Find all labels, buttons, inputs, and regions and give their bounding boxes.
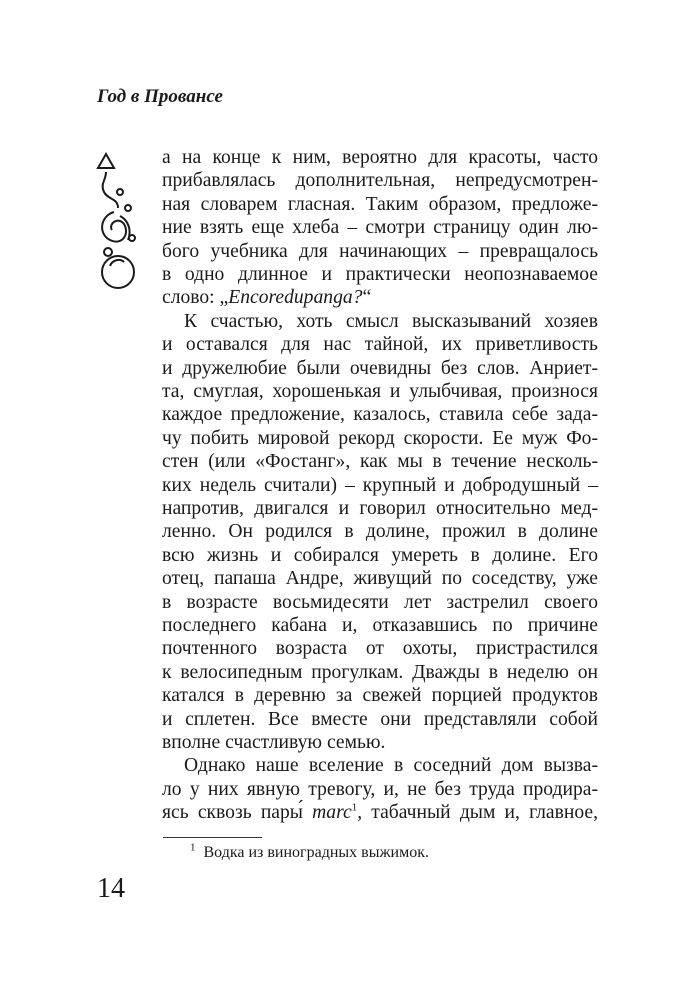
paragraph-line: катался в деревню за свежей порцией продуктов [162,685,598,707]
paragraph-line: каждое предложение, казалось, ставила себе зада- [162,404,598,426]
footnote-ref[interactable]: 1 [351,801,358,814]
paragraph-line: напротив, двигался и говорил относительно мед- [162,498,598,519]
paragraph-line: чу побить мировой рекорд скорости. Ее муж Фо- [162,427,598,449]
paragraph-line: ло у них явную тревогу, и, не без труда продира- [162,778,598,800]
paragraph-line: и сплетен. Все вместе они представляли собой [162,708,598,730]
text-span: , табачный дым и, главное, [357,802,598,824]
text-line-last [162,286,371,309]
floral-swirl-ornament-icon [94,150,144,295]
text-line: в одно длинное и практически неопознаваемое [162,264,598,285]
paragraph-line: ленно. Он родился в долине, прожил в долине [162,521,598,543]
text-span: ясь сквозь пары́ [162,802,313,824]
footnote-text: Водка из виноградных выжимок. [203,843,429,861]
running-head: Год в Провансе [97,86,223,107]
footnote-mark: 1 [190,841,196,854]
text-span: “ [362,287,372,309]
paragraph-line: стен (или «Фостанг», как мы в течение несколь- [162,451,598,473]
text-line: бого учебника для начинающих – превращалось [162,240,598,262]
text-line: а на конце к ним, вероятно для красоты, часто [162,147,598,168]
text-span: слово: „ [162,287,229,309]
paragraph-line [162,801,598,824]
paragraph-line: и дружелюбие были очевидны без слов. Анриет- [162,357,598,379]
text-line: ная словарем гласная. Таким образом, предложе- [162,193,598,215]
paragraph-line: К счастью, хоть смысл высказываний хозяев [184,310,598,332]
paragraph-line: та, смуглая, хорошенькая и улыбчивая, произнося [162,381,598,402]
text-line: ние взять еще хлеба – смотри страницу один лю- [162,217,598,239]
italic-word: Encoredupanga? [228,287,363,309]
paragraph-line: и оставался для нас тайной, их приветливость [162,334,598,356]
paragraph-line: Однако наше вселение в соседний дом вызва- [184,755,598,777]
paragraph-line: почтенного возраста от охоты, пристрастился [162,638,598,660]
paragraph-line: всю жизнь и собирался умереть в долине. Его [162,544,598,566]
text-line: прибавлялась дополнительная, непредусмотрен- [162,170,598,192]
footnote-rule [163,837,262,838]
paragraph-line: ких недель считали) – крупный и добродушный – [162,474,598,496]
paragraph-line: в возрасте восьмидесяти лет застрелил своего [162,591,598,613]
paragraph-line: к велосипедным прогулкам. Дважды в неделю он [162,661,598,683]
footnote [190,843,429,863]
paragraph-line: последнего кабана и, отказавшись по причине [162,615,598,636]
italic-word: marc [312,802,352,824]
page-number: 14 [97,872,125,904]
paragraph-line-last: вполне счастливую семью. [162,732,386,753]
paragraph-line: отец, папаша Андре, живущий по соседству, уже [162,568,598,590]
